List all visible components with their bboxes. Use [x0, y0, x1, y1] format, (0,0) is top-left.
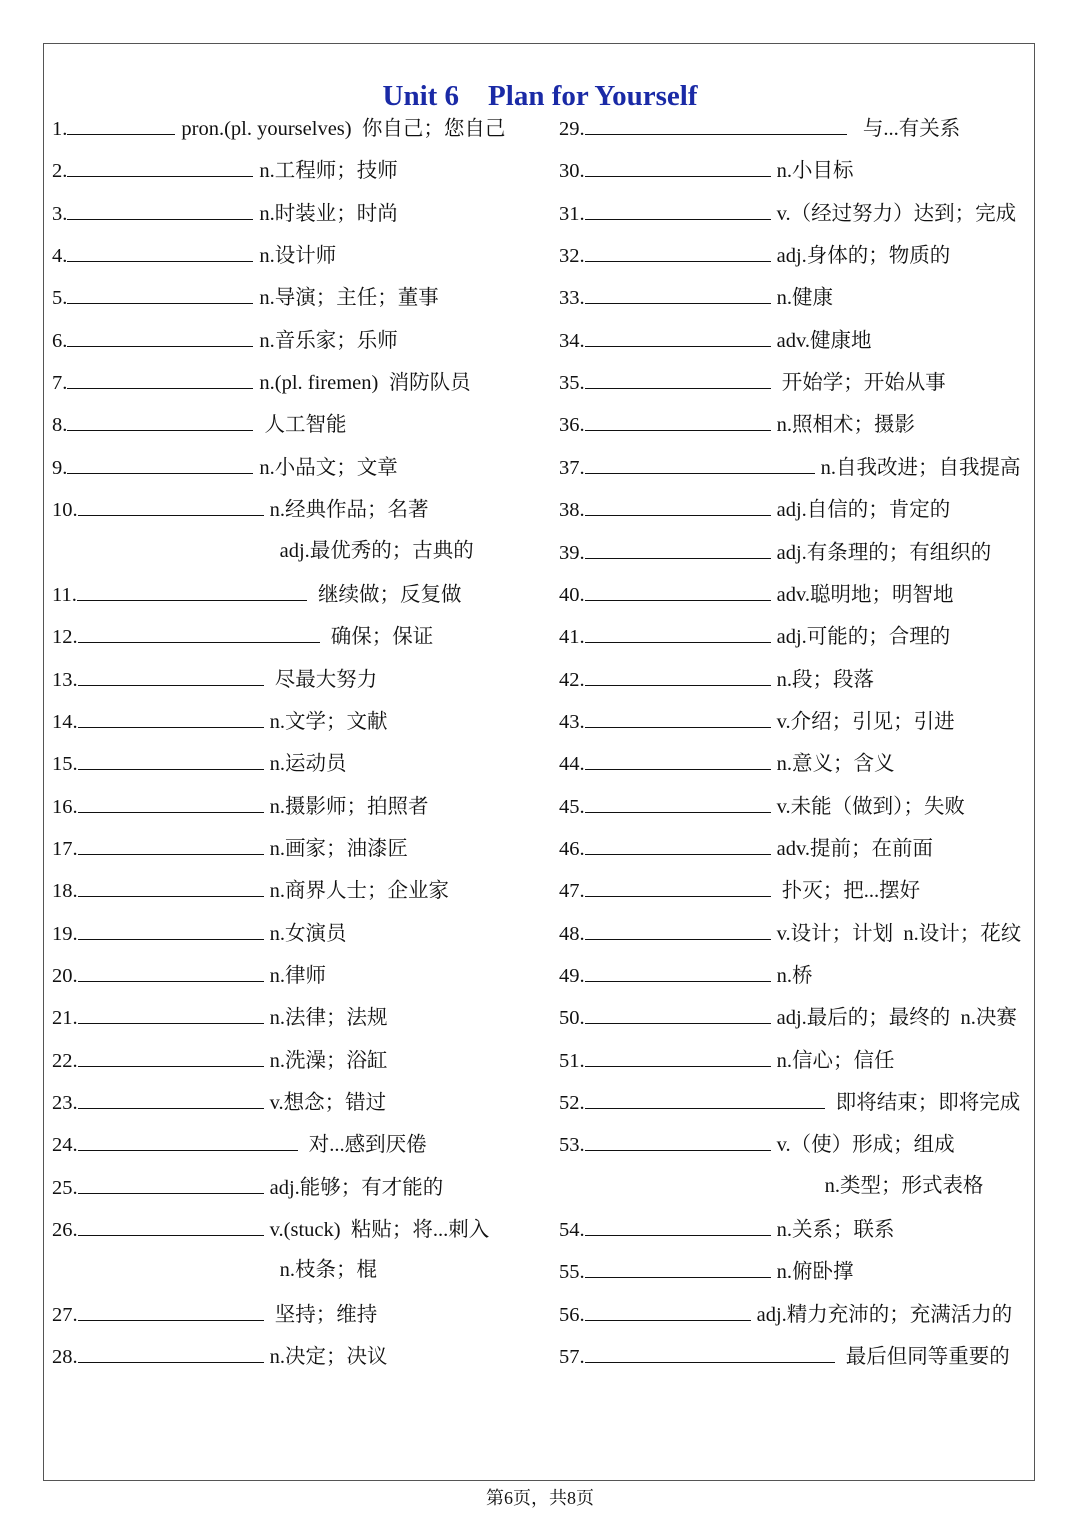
answer-blank[interactable]	[585, 663, 771, 686]
vocab-item	[559, 1128, 955, 1158]
item-number: 20.	[52, 965, 78, 987]
answer-blank[interactable]	[78, 1128, 298, 1151]
answer-blank[interactable]	[585, 1213, 771, 1236]
answer-blank[interactable]	[585, 239, 771, 262]
item-meaning: n.段；段落	[776, 668, 874, 691]
vocab-item	[559, 1298, 1012, 1328]
vocab-item	[52, 408, 347, 438]
item-meaning: n.自我改进；自我提高	[820, 456, 1021, 479]
vocab-item	[52, 324, 398, 354]
vocab-item	[559, 197, 1016, 227]
vocab-item	[559, 663, 874, 693]
item-meaning: adv.提前；在前面	[776, 837, 934, 860]
item-number: 51.	[559, 1049, 585, 1072]
item-meaning: n.设计师	[259, 245, 337, 268]
vocab-item	[52, 1213, 489, 1243]
answer-blank[interactable]	[78, 620, 320, 643]
item-number: 53.	[559, 1134, 585, 1157]
answer-blank[interactable]	[67, 154, 253, 177]
item-number: 2.	[52, 160, 68, 183]
item-number: 16.	[52, 795, 78, 818]
item-meaning: n.女演员	[269, 922, 347, 945]
item-number: 49.	[559, 965, 585, 987]
vocab-item	[52, 197, 398, 227]
item-meaning: n.摄影师；拍照者	[269, 795, 429, 818]
answer-blank[interactable]	[585, 917, 771, 940]
item-meaning: 最后但同等重要的	[840, 1346, 1010, 1369]
answer-blank[interactable]	[78, 663, 264, 686]
vocab-item	[559, 790, 965, 820]
item-meaning: n.俯卧撑	[776, 1261, 854, 1284]
item-meaning: n.商界人士；企业家	[269, 880, 449, 903]
item-number: 30.	[559, 160, 585, 183]
answer-blank[interactable]	[67, 239, 253, 262]
item-meaning: pron.(pl. yourselves) 你自己；您自己	[181, 118, 506, 140]
item-number: 41.	[559, 626, 585, 649]
answer-blank[interactable]	[78, 1340, 264, 1363]
item-number: 33.	[559, 287, 585, 310]
vocab-item	[52, 959, 326, 989]
vocab-item	[559, 620, 950, 650]
vocab-item	[559, 959, 813, 989]
item-number: 15.	[52, 753, 78, 776]
answer-blank[interactable]	[78, 917, 264, 940]
item-number: 6.	[52, 329, 68, 352]
item-meaning: adj.最后的；最终的 n.决赛	[776, 1007, 1017, 1030]
vocab-item	[559, 408, 915, 438]
item-meaning: 确保；保证	[325, 626, 434, 649]
item-number: 43.	[559, 710, 585, 733]
item-number: 1.	[52, 118, 68, 140]
item-meaning: n.音乐家；乐师	[259, 329, 398, 352]
answer-blank[interactable]	[67, 324, 253, 347]
answer-blank[interactable]	[585, 493, 771, 516]
vocab-item	[559, 239, 950, 269]
item-meaning: 尽最大努力	[269, 668, 378, 691]
item-number: 23.	[52, 1092, 78, 1115]
vocab-item	[52, 451, 398, 481]
item-meaning-continued: n.枝条；棍	[279, 1259, 377, 1282]
item-number: 45.	[559, 795, 585, 818]
item-meaning: n.小品文；文章	[259, 456, 398, 479]
item-meaning: n.关系；联系	[776, 1219, 895, 1242]
answer-blank[interactable]	[77, 578, 307, 601]
item-number: 50.	[559, 1007, 585, 1030]
item-number: 29.	[559, 118, 585, 140]
item-meaning: adj.有条理的；有组织的	[776, 541, 992, 564]
item-number: 3.	[52, 202, 68, 225]
vocab-item	[559, 832, 933, 862]
item-meaning: 对...感到厌倦	[303, 1134, 427, 1157]
vocab-item	[52, 663, 377, 693]
item-meaning-continued: n.类型；形式表格	[824, 1174, 984, 1197]
answer-blank[interactable]	[585, 1001, 771, 1024]
answer-blank[interactable]	[585, 1044, 771, 1067]
item-meaning: adj.身体的；物质的	[776, 245, 951, 268]
answer-blank[interactable]	[585, 620, 771, 643]
vocab-item	[52, 917, 347, 947]
item-meaning: adj.精力充沛的；充满活力的	[756, 1303, 1013, 1326]
item-number: 44.	[559, 753, 585, 776]
item-number: 36.	[559, 414, 585, 437]
item-number: 46.	[559, 837, 585, 860]
vocab-item	[559, 1213, 895, 1243]
item-number: 9.	[52, 456, 68, 479]
item-number: 24.	[52, 1134, 78, 1157]
vocab-item	[52, 790, 429, 820]
vocab-item	[559, 705, 955, 735]
vocab-item	[52, 281, 439, 311]
item-number: 40.	[559, 583, 585, 606]
answer-blank[interactable]	[78, 705, 264, 728]
item-number: 31.	[559, 202, 585, 225]
vocab-item	[559, 1001, 1017, 1031]
answer-blank[interactable]	[67, 197, 253, 220]
item-number: 4.	[52, 245, 68, 268]
vocab-item	[52, 239, 336, 269]
item-number: 52.	[559, 1092, 585, 1115]
item-number: 32.	[559, 245, 585, 268]
item-number: 39.	[559, 541, 585, 564]
answer-blank[interactable]	[67, 112, 175, 135]
item-number: 25.	[52, 1176, 78, 1199]
answer-blank[interactable]	[78, 1044, 264, 1067]
item-number: 12.	[52, 626, 78, 649]
vocab-item	[559, 917, 1021, 947]
item-meaning: adj.自信的；肯定的	[776, 499, 951, 522]
answer-blank[interactable]	[585, 154, 771, 177]
vocab-item	[559, 493, 950, 523]
item-meaning: 与...有关系	[852, 118, 961, 140]
item-number: 57.	[559, 1346, 585, 1369]
answer-blank[interactable]	[585, 790, 771, 813]
item-number: 21.	[52, 1007, 78, 1030]
item-number: 8.	[52, 414, 68, 437]
vocab-item	[52, 1171, 443, 1201]
answer-blank[interactable]	[585, 747, 771, 770]
item-meaning: n.小目标	[776, 160, 854, 183]
answer-blank[interactable]	[78, 1171, 264, 1194]
answer-blank[interactable]	[78, 1298, 264, 1321]
answer-blank[interactable]	[585, 705, 771, 728]
item-number: 5.	[52, 287, 68, 310]
item-number: 56.	[559, 1303, 585, 1326]
answer-blank[interactable]	[585, 366, 771, 389]
item-meaning: n.文学；文献	[269, 710, 388, 733]
item-meaning: v.未能（做到）；失败	[776, 795, 965, 818]
vocab-item	[52, 578, 462, 608]
item-meaning: n.信心；信任	[776, 1049, 895, 1072]
item-meaning: v.（使）形成；组成	[776, 1134, 955, 1157]
answer-blank[interactable]	[585, 1128, 771, 1151]
vocab-item	[52, 112, 505, 142]
vocab-item	[559, 1340, 1010, 1370]
vocab-item	[559, 1086, 1020, 1116]
item-number: 14.	[52, 710, 78, 733]
item-number: 11.	[52, 583, 77, 606]
item-meaning: 人工智能	[259, 414, 347, 437]
item-number: 37.	[559, 456, 585, 479]
vocab-item	[52, 1086, 386, 1116]
item-meaning: adj.能够；有才能的	[269, 1176, 444, 1199]
item-meaning: n.工程师；技师	[259, 160, 398, 183]
item-number: 27.	[52, 1303, 78, 1326]
item-number: 38.	[559, 499, 585, 522]
item-meaning: n.律师	[269, 965, 326, 987]
vocab-item	[52, 832, 408, 862]
answer-blank[interactable]	[78, 1001, 264, 1024]
item-meaning: 扑灭；把...摆好	[776, 880, 921, 903]
answer-blank[interactable]	[585, 281, 771, 304]
vocab-item	[559, 578, 954, 608]
answer-blank[interactable]	[78, 493, 264, 516]
answer-blank[interactable]	[78, 874, 264, 897]
vocab-item	[52, 1298, 377, 1328]
vocab-item	[52, 705, 388, 735]
answer-blank[interactable]	[78, 1213, 264, 1236]
item-number: 13.	[52, 668, 78, 691]
vocab-item	[52, 1128, 427, 1158]
answer-blank[interactable]	[585, 1255, 771, 1278]
vocab-item	[559, 324, 872, 354]
item-meaning: 坚持；维持	[269, 1303, 378, 1326]
answer-blank[interactable]	[67, 281, 253, 304]
item-number: 19.	[52, 922, 78, 945]
item-meaning: v.想念；错过	[269, 1092, 387, 1115]
answer-blank[interactable]	[585, 197, 771, 220]
answer-blank[interactable]	[78, 1086, 264, 1109]
item-meaning: n.(pl. firemen) 消防队员	[259, 372, 471, 395]
vocab-item	[52, 1340, 388, 1370]
vocab-item	[559, 366, 946, 396]
vocab-item	[52, 620, 433, 650]
item-meaning: n.时装业；时尚	[259, 202, 398, 225]
item-meaning: 继续做；反复做	[312, 583, 462, 606]
item-meaning: v.（经过努力）达到；完成	[776, 202, 1017, 225]
item-number: 48.	[559, 922, 585, 945]
answer-blank[interactable]	[585, 536, 771, 559]
item-meaning: n.运动员	[269, 753, 347, 776]
answer-blank[interactable]	[67, 366, 253, 389]
item-number: 28.	[52, 1346, 78, 1369]
vocab-item	[559, 1044, 895, 1074]
answer-blank[interactable]	[585, 451, 815, 474]
item-meaning-continued: adj.最优秀的；古典的	[279, 539, 474, 562]
vocab-item	[559, 112, 960, 142]
item-meaning: v.介绍；引见；引进	[776, 710, 955, 733]
answer-blank[interactable]	[67, 451, 253, 474]
item-number: 35.	[559, 372, 585, 395]
vocab-item	[52, 747, 347, 777]
item-number: 54.	[559, 1219, 585, 1242]
item-number: 42.	[559, 668, 585, 691]
item-number: 26.	[52, 1219, 78, 1242]
vocab-item	[559, 747, 895, 777]
vocab-item	[52, 154, 398, 184]
item-meaning: adv.健康地	[776, 329, 872, 352]
item-number: 22.	[52, 1049, 78, 1072]
vocab-item	[52, 493, 429, 523]
item-meaning: n.意义；含义	[776, 753, 895, 776]
item-meaning: adj.可能的；合理的	[776, 626, 951, 649]
page-title: Unit 6 Plan for Yourself	[382, 80, 698, 112]
vocab-item	[52, 874, 449, 904]
item-number: 18.	[52, 880, 78, 903]
vocab-item	[559, 1255, 854, 1285]
answer-blank[interactable]	[78, 790, 264, 813]
answer-blank[interactable]	[585, 1086, 825, 1109]
item-number: 10.	[52, 499, 78, 522]
answer-blank[interactable]	[585, 959, 771, 982]
vocab-item	[559, 451, 1021, 481]
answer-blank[interactable]	[585, 832, 771, 855]
vocab-item	[52, 1044, 388, 1074]
answer-blank[interactable]	[78, 747, 264, 770]
vocab-item	[52, 366, 471, 396]
answer-blank[interactable]	[78, 832, 264, 855]
vocab-item	[559, 154, 854, 184]
answer-blank[interactable]	[585, 874, 771, 897]
item-number: 34.	[559, 329, 585, 352]
answer-blank[interactable]	[78, 959, 264, 982]
item-meaning: v.(stuck) 粘贴；将...刺入	[269, 1219, 490, 1242]
answer-blank[interactable]	[585, 578, 771, 601]
vocab-item	[559, 874, 920, 904]
item-number: 17.	[52, 837, 78, 860]
item-number: 7.	[52, 372, 68, 395]
answer-blank[interactable]	[585, 1340, 835, 1363]
item-meaning: adv.聪明地；明智地	[776, 583, 954, 606]
vocab-item	[559, 281, 833, 311]
page-footer: 第6页，共8页	[486, 1488, 594, 1508]
answer-blank[interactable]	[67, 408, 253, 431]
answer-blank[interactable]	[585, 324, 771, 347]
item-meaning: n.照相术；摄影	[776, 414, 915, 437]
item-meaning: 即将结束；即将完成	[830, 1092, 1021, 1115]
vocab-item	[559, 536, 991, 566]
item-meaning: n.法律；法规	[269, 1007, 388, 1030]
vocab-item	[52, 1001, 388, 1031]
item-meaning: n.导演；主任；董事	[259, 287, 439, 310]
item-meaning: n.桥	[776, 965, 813, 987]
item-number: 55.	[559, 1261, 585, 1284]
item-number: 47.	[559, 880, 585, 903]
item-meaning: n.画家；油漆匠	[269, 837, 408, 860]
item-meaning: n.决定；决议	[269, 1346, 388, 1369]
item-meaning: n.经典作品；名著	[269, 499, 429, 522]
item-meaning: n.健康	[776, 287, 833, 310]
answer-blank[interactable]	[585, 112, 847, 135]
answer-blank[interactable]	[585, 1298, 751, 1321]
item-meaning: n.洗澡；浴缸	[269, 1049, 388, 1072]
answer-blank[interactable]	[585, 408, 771, 431]
item-meaning: 开始学；开始从事	[776, 372, 946, 395]
item-meaning: v.设计；计划 n.设计；花纹	[776, 922, 1022, 945]
